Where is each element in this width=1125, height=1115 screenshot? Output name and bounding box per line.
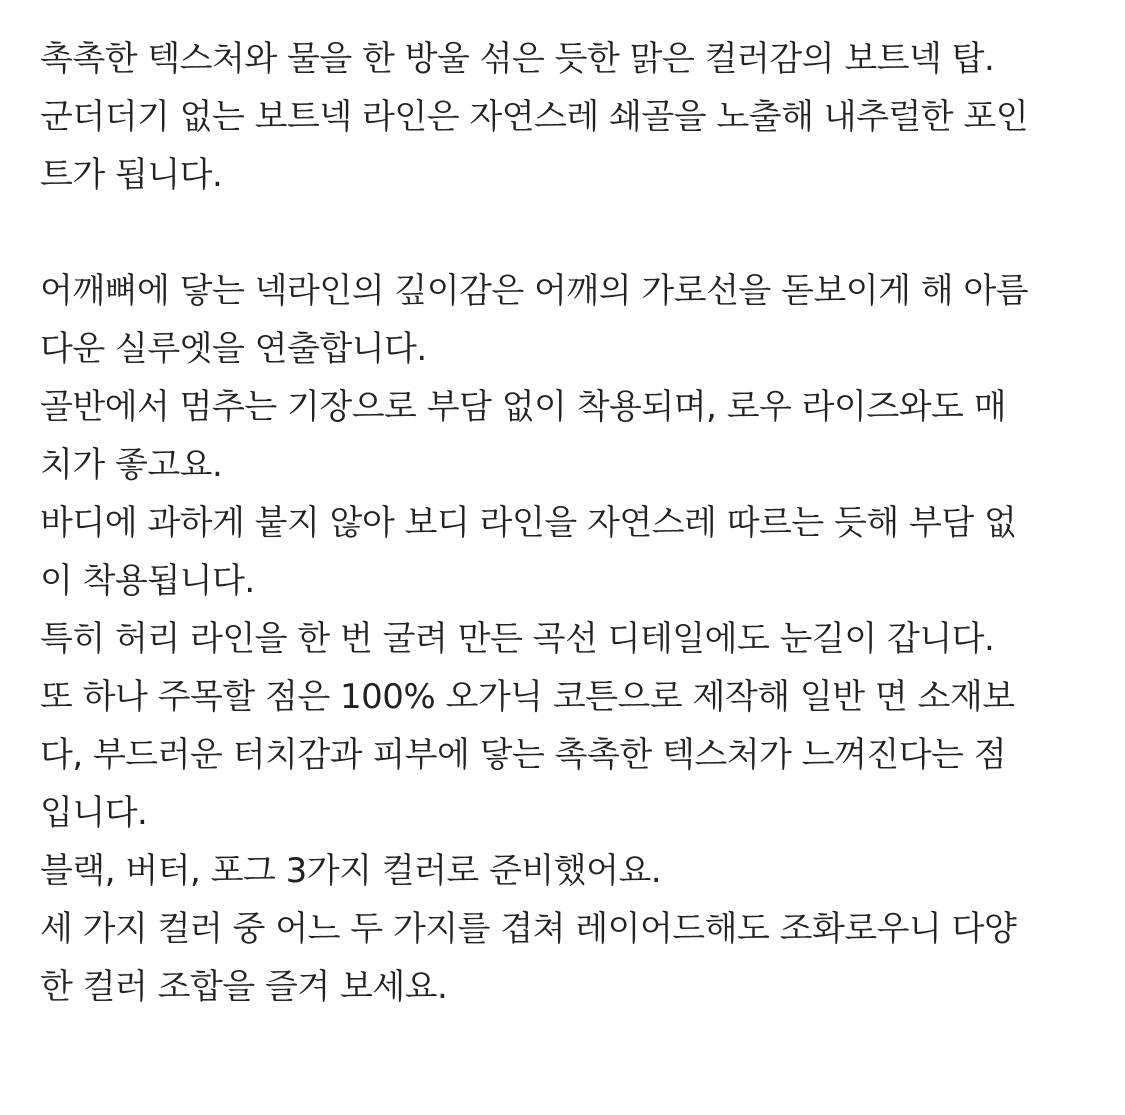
text-line: 바디에 과하게 붙지 않아 보디 라인을 자연스레 따르는 듯해 부담 없 [40, 503, 1017, 543]
text-line: 입니다. [40, 793, 148, 833]
text-line: 세 가지 컬러 중 어느 두 가지를 겹쳐 레이어드해도 조화로우니 다양 [40, 909, 1017, 949]
text-line: 트가 됩니다. [40, 155, 223, 195]
text-line: 촉촉한 텍스처와 물을 한 방울 섞은 듯한 맑은 컬러감의 보트넥 탑. [40, 39, 995, 79]
text-line: 골반에서 멈추는 기장으로 부담 없이 착용되며, 로우 라이즈와도 매 [40, 387, 1007, 427]
text-line: 다, 부드러운 터치감과 피부에 닿는 촉촉한 텍스처가 느껴진다는 점 [40, 735, 1007, 775]
text-line: 블랙, 버터, 포그 3가지 컬러로 준비했어요. [40, 851, 662, 891]
text-line: 또 하나 주목할 점은 100% 오가닉 코튼으로 제작해 일반 면 소재보 [40, 677, 1015, 717]
text-line: 이 착용됩니다. [40, 561, 255, 601]
text-line: 특히 허리 라인을 한 번 굴려 만든 곡선 디테일에도 눈길이 갑니다. [40, 619, 995, 659]
text-line: 한 컬러 조합을 즐겨 보세요. [40, 967, 448, 1007]
paragraph-gap [40, 204, 1100, 262]
text-line: 군더더기 없는 보트넥 라인은 자연스레 쇄골을 노출해 내추럴한 포인 [40, 97, 1029, 137]
product-description [40, 30, 1100, 1016]
paragraph-1 [40, 30, 1100, 204]
text-line: 어깨뼈에 닿는 넥라인의 깊이감은 어깨의 가로선을 돋보이게 해 아름 [40, 271, 1029, 311]
text-line: 다운 실루엣을 연출합니다. [40, 329, 427, 369]
text-line: 치가 좋고요. [40, 445, 223, 485]
paragraph-2 [40, 262, 1100, 1016]
